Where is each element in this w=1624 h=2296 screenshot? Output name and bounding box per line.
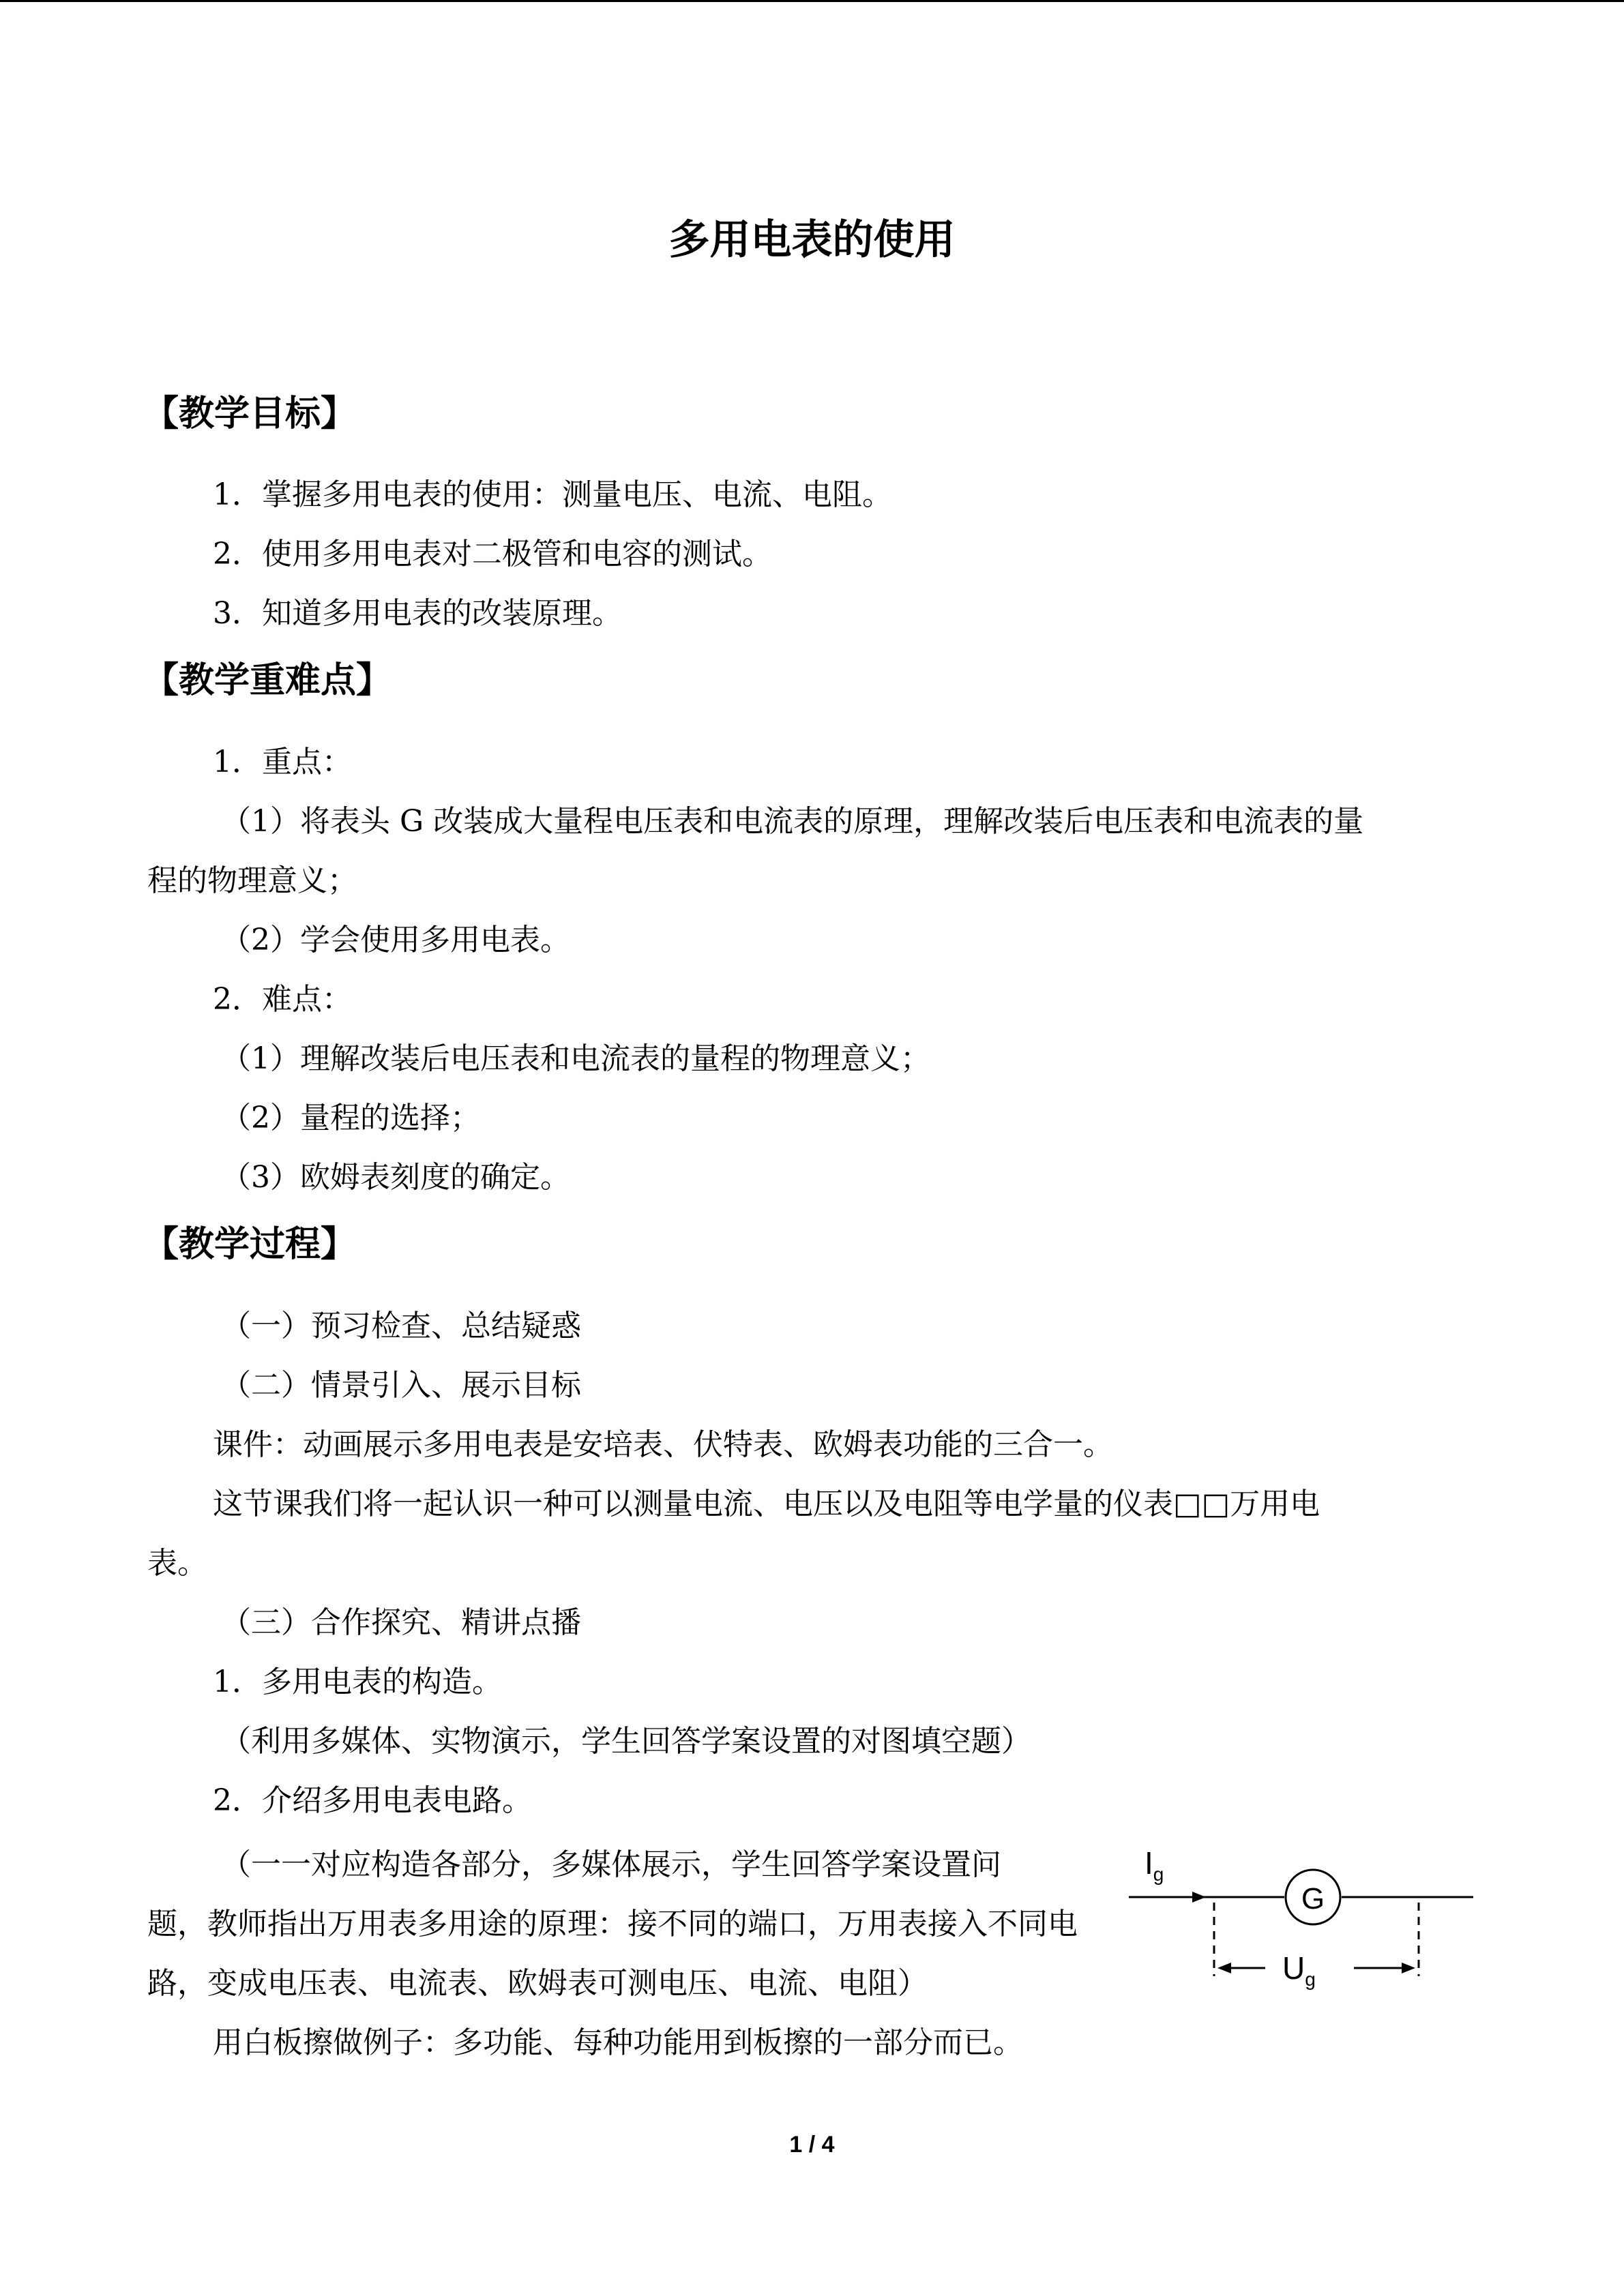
objective-item-2: 2．使用多用电表对二极管和电容的测试。 (213, 537, 772, 571)
voltage-arrow-right-head (1402, 1963, 1415, 1973)
process-step-2: （二）情景引入、展示目标 (221, 1368, 581, 1403)
heading-process: 【教学过程】 (143, 1224, 357, 1265)
focus-1-line2: 程的物理意义； (147, 863, 357, 898)
objective-item-3: 3．知道多用电表的改装原理。 (213, 596, 622, 631)
difficulty-1: （1）理解改装后电压表和电流表的量程的物理意义； (221, 1041, 930, 1076)
example-line: 用白板擦做例子：多功能、每种功能用到板擦的一部分而已。 (213, 2025, 1023, 2060)
focus-2: （2）学会使用多用电表。 (221, 923, 570, 957)
page-title: 多用电表的使用 (668, 216, 956, 264)
process-item-2-note-line2: 题，教师指出万用表多用途的原理：接不同的端口，万用表接入不同电 (147, 1907, 1078, 1941)
process-step-3: （三）合作探究、精讲点播 (221, 1605, 581, 1640)
top-border (0, 0, 1624, 2)
process-step-1: （一）预习检查、总结疑惑 (221, 1309, 581, 1343)
heading-key-points: 【教学重难点】 (143, 660, 392, 701)
page-number: 1 / 4 (789, 2132, 835, 2158)
focus-1-line1: （1）将表头 G 改装成大量程电压表和电流表的原理，理解改装后电压表和电流表的量 (221, 804, 1364, 839)
process-item-2-note-line1: （一一对应构造各部分，多媒体展示，学生回答学案设置问 (221, 1847, 1001, 1882)
process-item-2-note-line3: 路，变成电压表、电流表、欧姆表可测电压、电流、电阻） (147, 1966, 928, 2001)
current-label: $I_g$ (1145, 1845, 1164, 1885)
objective-item-1: 1．掌握多用电表的使用：测量电压、电流、电阻。 (213, 477, 892, 512)
process-item-1: 1．多用电表的构造。 (213, 1665, 502, 1699)
courseware-line: 课件：动画展示多用电表是安培表、伏特表、欧姆表功能的三合一。 (213, 1427, 1113, 1462)
process-item-2: 2．介绍多用电表电路。 (213, 1783, 532, 1818)
difficulty-label: 2．难点： (213, 982, 352, 1017)
process-item-1-note: （利用多媒体、实物演示，学生回答学案设置的对图填空题） (221, 1724, 1031, 1759)
intro-line1: 这节课我们将一起认识一种可以测量电流、电压以及电阻等电学量的仪表□□万用电 (213, 1487, 1320, 1521)
difficulty-3: （3）欧姆表刻度的确定。 (221, 1160, 570, 1195)
current-arrow (1192, 1892, 1206, 1903)
galvanometer-label: G (1301, 1882, 1325, 1915)
voltage-arrow-left-head (1217, 1963, 1231, 1973)
heading-objectives: 【教学目标】 (143, 393, 357, 434)
intro-line2: 表。 (147, 1546, 207, 1581)
difficulty-2: （2）量程的选择； (221, 1101, 480, 1135)
focus-label: 1．重点： (213, 745, 352, 779)
voltage-label: $U_g$ (1282, 1950, 1316, 1990)
galvanometer-circuit-diagram (1119, 1828, 1480, 1998)
